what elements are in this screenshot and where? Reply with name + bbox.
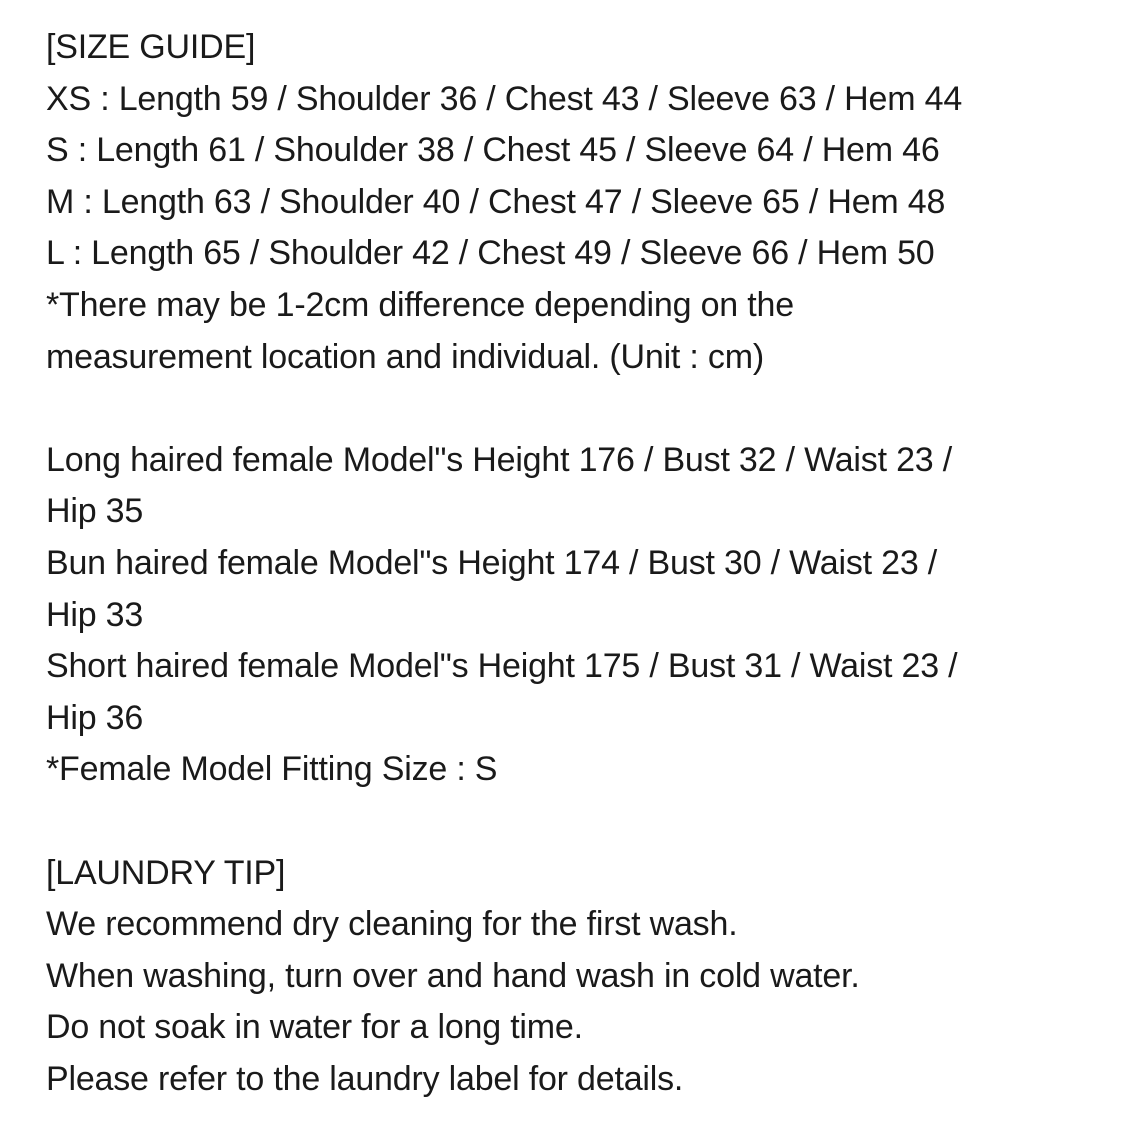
long-haired-model-line-2: Hip 35 (46, 492, 144, 531)
model-info-section (46, 435, 1085, 796)
size-note-line-2: measurement location and individual. (Unit : cm) (46, 337, 764, 376)
size-m-row: M : Length 63 / Shoulder 40 / Chest 47 / Sleeve 65 / Hem 48 (46, 182, 946, 221)
size-note-line-1: *There may be 1-2cm difference depending on the (46, 285, 794, 324)
laundry-tip-section (46, 848, 1085, 1106)
short-haired-model-line-1: Short haired female Model"s Height 175 / Bust 31 / Waist 23 / (46, 647, 958, 686)
laundry-tip-line: Do not soak in water for a long time. (46, 1008, 583, 1047)
bun-haired-model-line-1: Bun haired female Model"s Height 174 / Bust 30 / Waist 23 / (46, 543, 938, 582)
short-haired-model-line-2: Hip 36 (46, 698, 144, 737)
laundry-tip-heading: [LAUNDRY TIP] (46, 853, 286, 892)
long-haired-model-line-1: Long haired female Model"s Height 176 / Bust 32 / Waist 23 / (46, 440, 952, 479)
section-spacer (46, 796, 1085, 848)
fitting-size-note: *Female Model Fitting Size : S (46, 750, 498, 789)
size-s-row: S : Length 61 / Shoulder 38 / Chest 45 / Sleeve 64 / Hem 46 (46, 131, 940, 170)
size-l-row: L : Length 65 / Shoulder 42 / Chest 49 / Sleeve 66 / Hem 50 (46, 234, 935, 273)
laundry-tip-line: When washing, turn over and hand wash in cold water. (46, 956, 860, 995)
bun-haired-model-line-2: Hip 33 (46, 595, 144, 634)
size-guide-heading: [SIZE GUIDE] (46, 28, 256, 66)
size-xs-row: XS : Length 59 / Shoulder 36 / Chest 43 / Sleeve 63 / Hem 44 (46, 79, 963, 118)
section-spacer (46, 383, 1085, 435)
laundry-tip-line: We recommend dry cleaning for the first wash. (46, 905, 738, 944)
laundry-tip-line: Please refer to the laundry label for details. (46, 1059, 684, 1098)
size-guide-section (46, 22, 1085, 383)
